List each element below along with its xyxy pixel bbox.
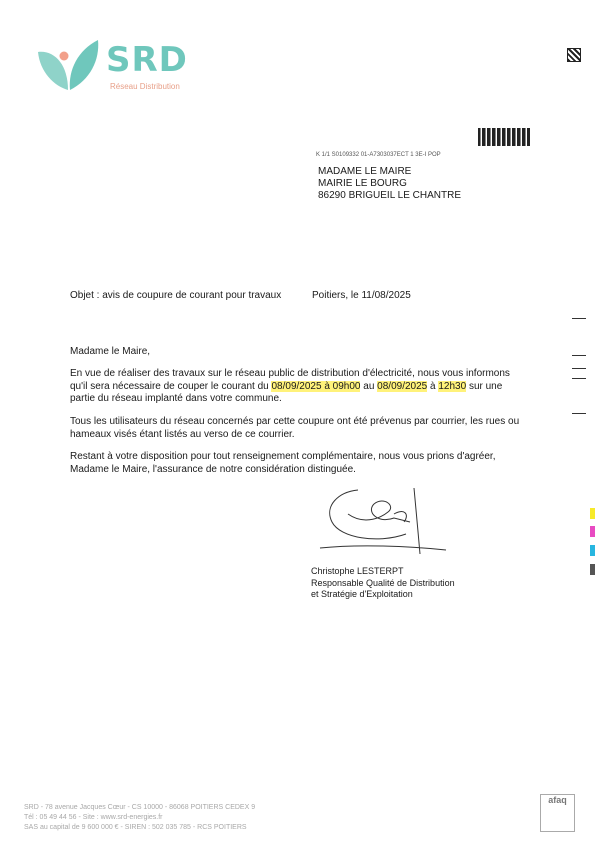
start-date: 08/09/2025 xyxy=(271,380,322,392)
company-footer xyxy=(24,803,255,833)
logo-name: SRD xyxy=(106,40,188,80)
recipient-line: MADAME LE MAIRE xyxy=(318,166,412,177)
end-time: 12h30 xyxy=(438,380,467,392)
handwritten-signature xyxy=(318,484,448,556)
place-and-date: Poitiers, le 11/08/2025 xyxy=(312,290,411,301)
signatory-block xyxy=(311,566,455,601)
end-date: 08/09/2025 xyxy=(377,380,428,392)
start-time: 09h00 xyxy=(332,380,361,392)
text-span: à xyxy=(427,380,439,392)
paragraph-closing: Restant à votre disposition pour tout renseignement complémentaire, nous vous prions d'agréer, Madame le Maire, l'assurance de notre considération distinguée. xyxy=(70,451,496,475)
datamatrix-code xyxy=(567,48,581,62)
footer-line: SAS au capital de 9 600 000 € - SIREN : 502 035 785 - RCS POITIERS xyxy=(24,824,247,831)
srd-logo xyxy=(34,38,214,96)
afaq-certification-badge xyxy=(540,794,575,832)
mail-reference: K 1/1 S0109332 01-A7303037ECT 1 3E-I POP xyxy=(316,152,441,158)
text-span: au xyxy=(360,380,378,392)
text-span: sur une partie du réseau implanté dans votre commune. xyxy=(70,380,503,404)
recipient-line: 86290 BRIGUEIL LE CHANTRE xyxy=(318,190,462,201)
afaq-label: afaq xyxy=(548,795,567,805)
text-span: à xyxy=(321,380,333,392)
signatory-name: Christophe LESTERPT xyxy=(311,566,404,576)
postal-barcode xyxy=(478,128,530,146)
paragraph-notification: Tous les utilisateurs du réseau concernés par cette coupure ont été prévenus par courrier, les rues ou hameaux visés étant listés au verso de ce courrier. xyxy=(70,416,520,440)
leaf-logo-icon xyxy=(34,38,104,96)
recipient-address xyxy=(318,166,461,202)
recipient-line: MAIRIE LE BOURG xyxy=(318,178,407,189)
paragraph-outage xyxy=(70,368,530,406)
footer-line: SRD - 78 avenue Jacques Cœur - CS 10000 - 86068 POITIERS CEDEX 9 xyxy=(24,804,256,811)
signatory-title: Responsable Qualité de Distribution xyxy=(311,577,455,588)
logo-tagline: Réseau Distribution xyxy=(110,82,180,91)
salutation: Madame le Maire, xyxy=(70,346,151,357)
footer-line: Tél : 05 49 44 56 - Site : www.srd-energies.fr xyxy=(24,814,163,821)
signatory-title: et Stratégie d'Exploitation xyxy=(311,589,413,599)
letter-subject: Objet : avis de coupure de courant pour travaux xyxy=(70,290,282,301)
text-span: En vue de réaliser des travaux sur le réseau public de distribution d'électricité, nous vous informons qu'il sera nécessaire de couper le courant du xyxy=(70,368,510,392)
